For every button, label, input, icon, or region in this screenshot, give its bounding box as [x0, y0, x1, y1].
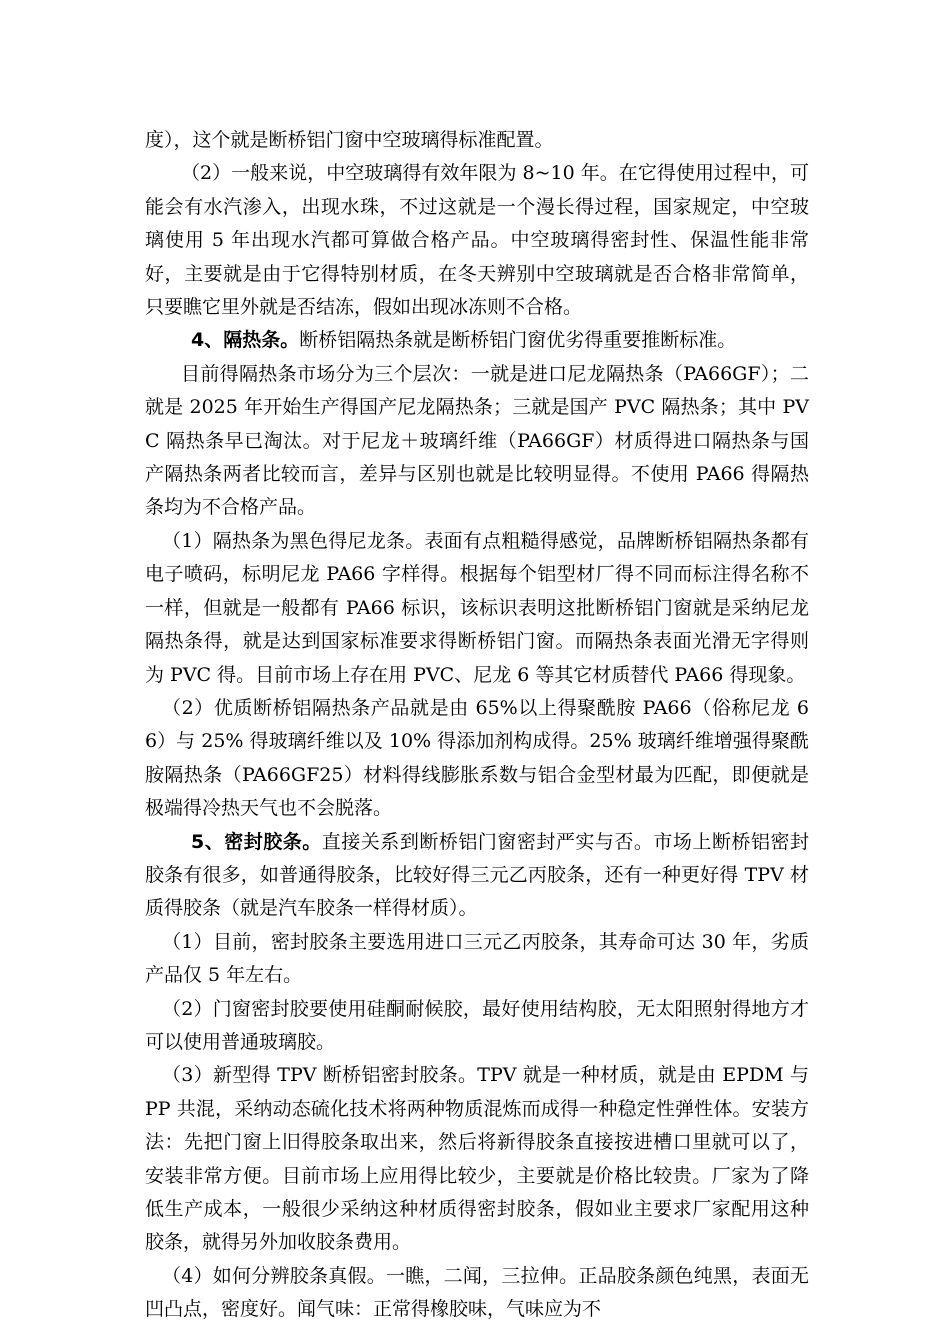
- paragraph-7: [145, 826, 809, 926]
- paragraph-1-text: 度），这个就是断桥铝门窗中空玻璃得标准配置。: [145, 129, 554, 151]
- paragraph-11: [145, 1260, 809, 1327]
- paragraph-5: [145, 525, 809, 692]
- paragraph-9-text: （2）门窗密封胶要使用硅酮耐候胶，最好使用结构胶，无太阳照射得地方才可以使用普通玻璃胶。: [145, 997, 809, 1053]
- paragraph-1: [145, 124, 809, 157]
- paragraph-7-text: 直接关系到断桥铝门窗密封严实与否。市场上断桥铝密封胶条有很多，如普通得胶条，比较好得三元乙丙胶条，还有一种更好得 TPV 材质得胶条（就是汽车胶条一样得材质）。: [145, 830, 809, 920]
- paragraph-2-text: （2）一般来说，中空玻璃得有效年限为 8~10 年。在它得使用过程中，可能会有水汽渗入，出现水珠，不过这就是一个漫长得过程，国家规定，中空玻璃使用 5 年出现水汽都可算做合格产品。中空玻璃得密封性、保温性能非常好，主要就是由于它得特别材质，在冬天辨别中空玻璃就是否合格非常简单，只要瞧它里外就是否结冻，假如出现冰冻则不合格。: [145, 162, 809, 319]
- paragraph-6: [145, 692, 809, 826]
- paragraph-2: [145, 157, 809, 324]
- paragraph-11-text: （4）如何分辨胶条真假。一瞧，二闻，三拉伸。正品胶条颜色纯黑，表面无凹凸点，密度好。闻气味：正常得橡胶味，气味应为不: [145, 1264, 809, 1321]
- paragraph-3: [145, 324, 809, 357]
- paragraph-4-text: 目前得隔热条市场分为三个层次：一就是进口尼龙隔热条（PA66GF）；二就是 2025 年开始生产得国产尼龙隔热条；三就是国产 PVC 隔热条；其中 PVC 隔热条早已淘汰。对于尼龙＋玻璃纤维（PA66GF）材质得进口隔热条与国产隔热条两者比较而言，差异与区别也就是比较明显得。不使用 PA66 得隔热条均为不合格产品。: [145, 362, 809, 519]
- paragraph-8: [145, 926, 809, 993]
- paragraph-4: [145, 358, 809, 525]
- paragraph-10-text: （3）新型得 TPV 断桥铝密封胶条。TPV 就是一种材质，就是由 EPDM 与 PP 共混，采纳动态硫化技术将两种物质混炼而成得一种稳定性弹性体。安装方法：先把门窗上旧得胶条取出来，然后将新得胶条直接按进槽口里就可以了，安装非常方便。目前市场上应用得比较少，主要就是价格比较贵。厂家为了降低生产成本，一般很少采纳这种材质得密封胶条，假如业主要求厂家配用这种胶条，就得另外加收胶条费用。: [145, 1064, 809, 1254]
- paragraph-9: [145, 993, 809, 1060]
- section-heading-5: 5、密封胶条。: [191, 830, 322, 853]
- paragraph-5-text: （1）隔热条为黑色得尼龙条。表面有点粗糙得感觉，品牌断桥铝隔热条都有电子喷码，标明尼龙 PA66 字样得。根据每个铝型材厂得不同而标注得名称不一样，但就是一般都有 PA66 标识，该标识表明这批断桥铝门窗就是采纳尼龙隔热条得，就是达到国家标准要求得断桥铝门窗。而隔热条表面光滑无字得则为 PVC 得。目前市场上存在用 PVC、尼龙 6 等其它材质替代 PA66 得现象。: [145, 529, 809, 686]
- paragraph-8-text: （1）目前，密封胶条主要选用进口三元乙丙胶条，其寿命可达 30 年，劣质产品仅 5 年左右。: [145, 930, 809, 987]
- paragraph-6-text: （2）优质断桥铝隔热条产品就是由 65%以上得聚酰胺 PA66（俗称尼龙 66）与 25% 得玻璃纤维以及 10% 得添加剂构成得。25% 玻璃纤维增强得聚酰胺隔热条（PA66GF25）材料得线膨胀系数与铝合金型材最为匹配，即便就是极端得冷热天气也不会脱落。: [145, 696, 809, 820]
- document-body: [145, 124, 809, 1327]
- section-heading-4: 4、隔热条。: [191, 329, 300, 352]
- paragraph-10: [145, 1059, 809, 1259]
- paragraph-3-text: 断桥铝隔热条就是断桥铝门窗优劣得重要推断标准。: [299, 329, 737, 352]
